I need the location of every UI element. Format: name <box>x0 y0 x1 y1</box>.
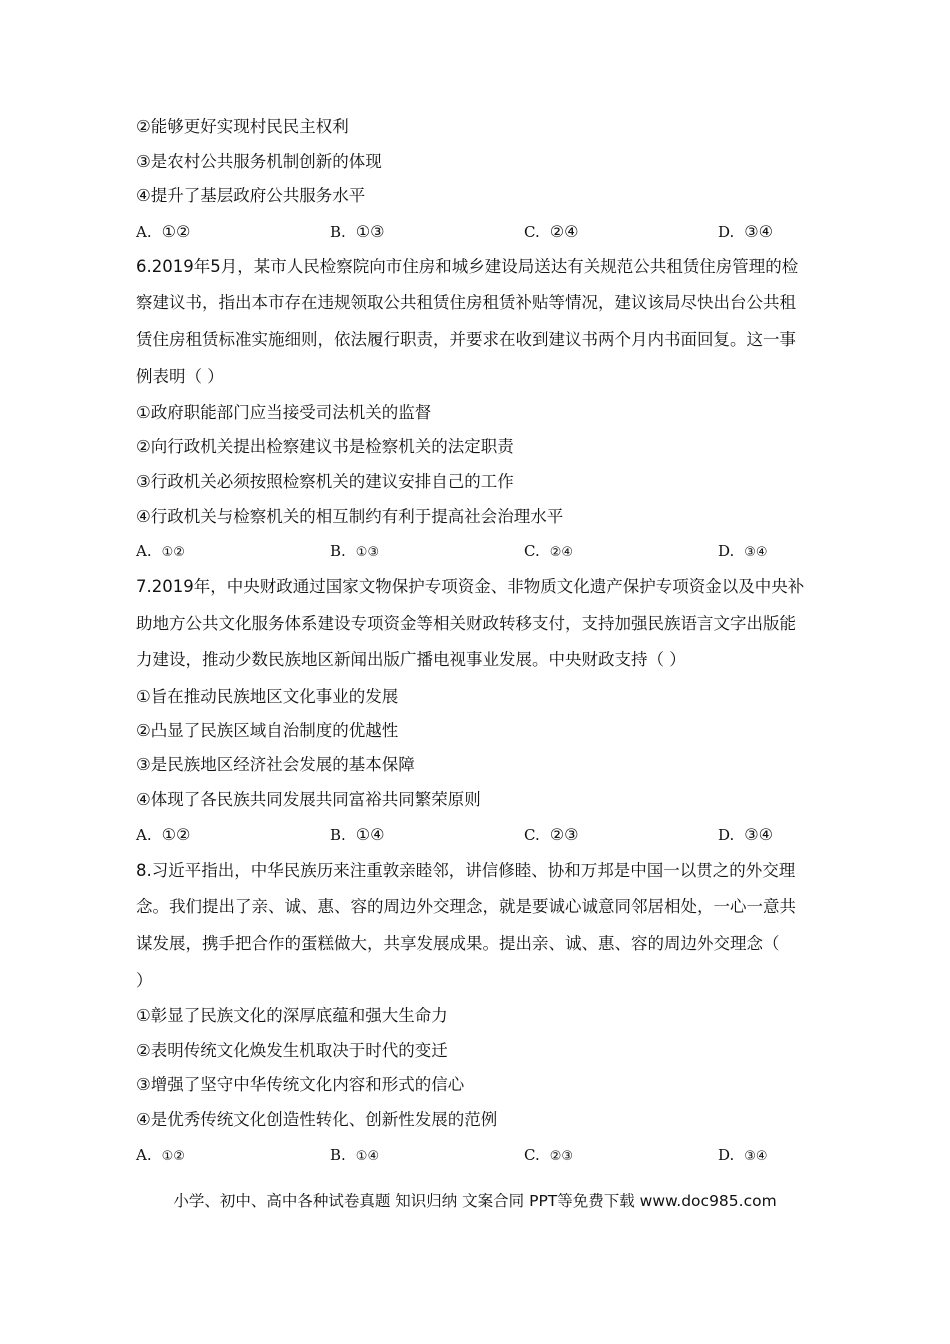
q6-stem-line-2: 察建议书，指出本市存在违规领取公共租赁住房租赁补贴等情况，建议该局尽快出台公共租 <box>136 293 796 312</box>
option-letter: A. <box>136 542 152 560</box>
q7-statement-4: ④体现了各民族共同发展共同富裕共同繁荣原则 <box>136 790 481 809</box>
option-value: ①③ <box>355 222 385 241</box>
option-letter: A. <box>136 826 152 844</box>
option-value: ①④ <box>355 825 385 844</box>
q6-stem-line-4: 例表明（ ） <box>136 367 224 386</box>
q8-stem-line-2: 念。我们提出了亲、诚、惠、容的周边外交理念，就是要诚心诚意同邻居相处，一心一意共 <box>136 897 796 916</box>
option-value: ②④ <box>549 222 579 241</box>
q7-stem-line-3: 力建设，推动少数民族地区新闻出版广播电视事业发展。中央财政支持（ ） <box>136 650 686 669</box>
q8-statement-3: ③增强了坚守中华传统文化内容和形式的信心 <box>136 1075 465 1094</box>
option-letter: C. <box>524 826 540 844</box>
q6-option-b <box>330 540 379 564</box>
q6-statement-1: ①政府职能部门应当接受司法机关的监督 <box>136 403 432 422</box>
q8-option-a <box>136 1144 185 1168</box>
q7-option-b <box>330 824 384 846</box>
option-letter: D. <box>718 223 735 241</box>
option-letter: B. <box>330 826 346 844</box>
q6-statement-4: ④行政机关与检察机关的相互制约有利于提高社会治理水平 <box>136 507 564 526</box>
option-value: ②③ <box>549 1149 574 1164</box>
q7-options <box>136 824 816 846</box>
option-value: ③④ <box>744 1149 768 1164</box>
q7-option-c <box>524 824 578 846</box>
q5-statement-4: ④提升了基层政府公共服务水平 <box>136 186 366 205</box>
q7-statement-1: ①旨在推动民族地区文化事业的发展 <box>136 687 399 706</box>
q6-stem-line-1: 6.2019年5月，某市人民检察院向市住房和城乡建设局送达有关规范公共租赁住房管理的检 <box>136 257 799 276</box>
q6-option-c <box>524 540 573 564</box>
q8-option-b <box>330 1144 379 1168</box>
q8-option-c <box>524 1144 573 1168</box>
q5-option-d <box>718 221 773 243</box>
option-letter: C. <box>524 1146 540 1164</box>
option-letter: D. <box>718 826 735 844</box>
q7-option-a <box>136 824 190 846</box>
q8-statement-1: ①彰显了民族文化的深厚底蕴和强大生命力 <box>136 1006 448 1025</box>
q5-statement-2: ②能够更好实现村民民主权利 <box>136 117 349 136</box>
q8-statement-4: ④是优秀传统文化创造性转化、创新性发展的范例 <box>136 1110 498 1129</box>
q8-stem-line-1: 8.习近平指出，中华民族历来注重敦亲睦邻，讲信修睦、协和万邦是中国一以贯之的外交理 <box>136 861 796 880</box>
option-letter: B. <box>330 1146 346 1164</box>
option-letter: C. <box>524 542 540 560</box>
q7-stem-line-2: 助地方公共文化服务体系建设专项资金等相关财政转移支付，支持加强民族语言文字出版能 <box>136 614 796 633</box>
option-letter: C. <box>524 223 540 241</box>
q8-options <box>136 1144 816 1166</box>
q7-stem-line-1: 7.2019年，中央财政通过国家文物保护专项资金、非物质文化遗产保护专项资金以及中央补 <box>136 577 805 596</box>
q6-options <box>136 540 816 562</box>
option-letter: B. <box>330 223 346 241</box>
q6-statement-2: ②向行政机关提出检察建议书是检察机关的法定职责 <box>136 437 514 456</box>
option-letter: A. <box>136 1146 152 1164</box>
option-letter: B. <box>330 542 346 560</box>
option-value: ③④ <box>744 545 768 560</box>
q5-option-a <box>136 221 190 243</box>
option-value: ①② <box>161 1149 185 1164</box>
option-value: ②③ <box>549 825 579 844</box>
option-value: ③④ <box>744 222 773 241</box>
q5-option-c <box>524 221 578 243</box>
option-value: ②④ <box>549 545 574 560</box>
q6-option-d <box>718 540 768 564</box>
option-value: ①③ <box>355 545 380 560</box>
q8-option-d <box>718 1144 768 1168</box>
q6-statement-3: ③行政机关必须按照检察机关的建议安排自己的工作 <box>136 472 514 491</box>
option-letter: A. <box>136 223 152 241</box>
q5-statement-3: ③是农村公共服务机制创新的体现 <box>136 152 382 171</box>
option-value: ①④ <box>355 1149 380 1164</box>
q8-stem-line-3: 谋发展，携手把合作的蛋糕做大，共享发展成果。提出亲、诚、惠、容的周边外交理念（ <box>136 934 780 953</box>
option-value: ①② <box>161 222 191 241</box>
option-value: ①② <box>161 825 191 844</box>
q6-stem-line-3: 赁住房租赁标准实施细则，依法履行职责，并要求在收到建议书两个月内书面回复。这一事 <box>136 330 796 349</box>
q8-stem-line-4: ） <box>136 971 153 990</box>
q5-option-b <box>330 221 384 243</box>
q6-option-a <box>136 540 185 564</box>
q5-options <box>136 221 816 243</box>
q7-statement-2: ②凸显了民族区域自治制度的优越性 <box>136 721 399 740</box>
q8-statement-2: ②表明传统文化焕发生机取决于时代的变迁 <box>136 1041 448 1060</box>
option-letter: D. <box>718 1146 735 1164</box>
q7-option-d <box>718 824 773 846</box>
page-footer: 小学、初中、高中各种试卷真题 知识归纳 文案合同 PPT等免费下载 www.doc985.com <box>173 1192 777 1210</box>
q7-statement-3: ③是民族地区经济社会发展的基本保障 <box>136 755 415 774</box>
option-value: ①② <box>161 545 185 560</box>
option-value: ③④ <box>744 825 773 844</box>
option-letter: D. <box>718 542 735 560</box>
